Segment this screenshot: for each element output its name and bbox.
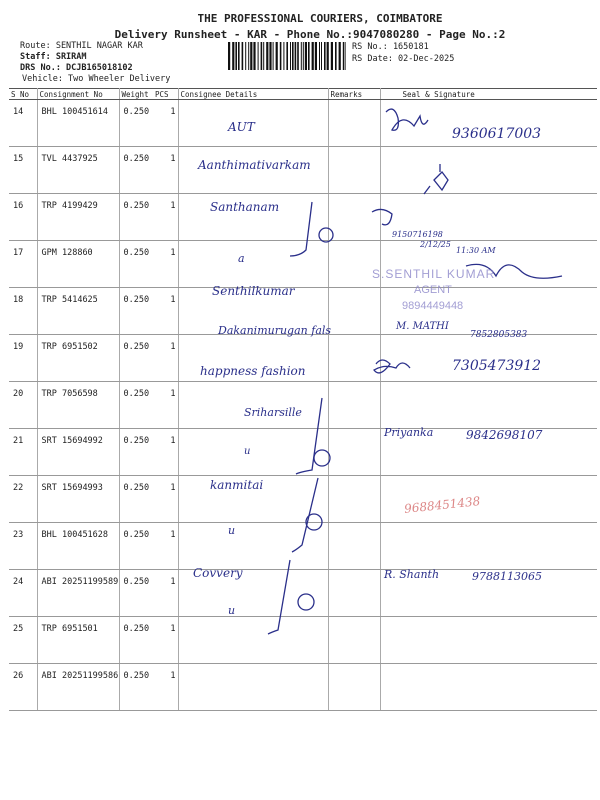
col-header-consignee: Consignee Details — [178, 89, 328, 100]
hw-sign-24-phone: 9688451438 — [403, 494, 481, 516]
row-pcs: 1 — [153, 523, 178, 570]
row-consignment: TRP 7056598 — [37, 382, 119, 429]
hw-consignee-20: happness fashion — [200, 364, 306, 378]
bracket-mark-21 — [296, 398, 322, 474]
signature-scribble-14 — [386, 109, 428, 130]
hw-consignee-23: kanmitai — [210, 478, 264, 492]
row-consignment: ABI 20251199586 — [37, 664, 119, 711]
drs-number: DRS No.: DCJB165018102 — [20, 63, 133, 73]
row-pcs: 1 — [153, 335, 178, 382]
hw-consignee-21: Sriharsille — [244, 406, 302, 419]
company-title: THE PROFESSIONAL COURIERS, COIMBATORE — [197, 12, 443, 25]
row-sno: 15 — [9, 147, 37, 194]
hw-consignee-22: u — [244, 446, 251, 457]
row-consignment: TRP 6951501 — [37, 617, 119, 664]
row-weight: 0.250 — [119, 288, 153, 335]
row-weight: 0.250 — [119, 241, 153, 288]
hw-consignee-16: Santhanam — [210, 200, 280, 214]
hw-consignee-14: AUT — [228, 120, 255, 134]
stamp-role: AGENT — [414, 284, 452, 296]
stamp-name: S.SENTHIL KUMAR — [372, 267, 496, 281]
row-weight: 0.250 — [119, 147, 153, 194]
row-consignment: BHL 100451628 — [37, 523, 119, 570]
col-header-sno: S No — [9, 89, 37, 100]
route-label: Route: SENTHIL NAGAR KAR — [20, 41, 143, 51]
hw-sign-22-phone: 9842698107 — [466, 428, 543, 442]
row-pcs: 1 — [153, 570, 178, 617]
row-sno: 19 — [9, 335, 37, 382]
row-weight: 0.250 — [119, 100, 153, 147]
row-weight: 0.250 — [119, 382, 153, 429]
row-consignment: ABI 20251199589 — [37, 570, 119, 617]
row-pcs: 1 — [153, 194, 178, 241]
row-sno: 26 — [9, 664, 37, 711]
row-sno: 16 — [9, 194, 37, 241]
signature-scribble-17 — [372, 209, 392, 224]
row-weight: 0.250 — [119, 335, 153, 382]
row-pcs: 1 — [153, 617, 178, 664]
row-sno: 21 — [9, 429, 37, 476]
row-sno: 25 — [9, 617, 37, 664]
rs-number: RS No.: 1650181 — [352, 42, 429, 52]
circled-mark-22 — [314, 450, 330, 466]
hw-sign-20-phone: 7305473912 — [452, 358, 542, 374]
row-pcs: 1 — [153, 664, 178, 711]
row-sno: 17 — [9, 241, 37, 288]
hw-consignee-15: Aanthimativarkam — [198, 158, 311, 172]
col-header-signature: Seal & Signature — [380, 89, 597, 100]
row-pcs: 1 — [153, 100, 178, 147]
row-consignment: TRP 6951502 — [37, 335, 119, 382]
row-consignment: TVL 4437925 — [37, 147, 119, 194]
row-sno: 14 — [9, 100, 37, 147]
col-header-pcs: PCS — [153, 89, 178, 100]
col-header-consignment: Consignment No — [37, 89, 119, 100]
hw-sign-22-name: Priyanka — [384, 426, 434, 439]
hw-sign-25-name: R. Shanth — [384, 568, 440, 581]
row-pcs: 1 — [153, 241, 178, 288]
row-pcs: 1 — [153, 147, 178, 194]
hw-sign-19-phone: 7852805383 — [470, 330, 528, 340]
staff-label: Staff: SRIRAM — [20, 52, 87, 62]
row-sno: 23 — [9, 523, 37, 570]
row-weight: 0.250 — [119, 617, 153, 664]
hw-sign-17-time: 11:30 AM — [456, 246, 496, 255]
hw-sign-19-name: M. MATHI — [396, 321, 449, 332]
row-weight: 0.250 — [119, 429, 153, 476]
row-consignment: TRP 5414625 — [37, 288, 119, 335]
signature-scribble-16 — [424, 164, 448, 194]
hw-sign-25-phone: 9788113065 — [472, 570, 542, 583]
col-header-remarks: Remarks — [328, 89, 380, 100]
row-weight: 0.250 — [119, 523, 153, 570]
row-sno: 22 — [9, 476, 37, 523]
hw-consignee-25: Covvery — [193, 566, 243, 580]
row-pcs: 1 — [153, 429, 178, 476]
vehicle-label: Vehicle: Two Wheeler Delivery — [22, 74, 171, 84]
hw-consignee-19: Dakanimurugan fals — [218, 324, 332, 337]
circled-mark-24 — [306, 514, 322, 530]
row-consignment: TRP 4199429 — [37, 194, 119, 241]
row-sno: 20 — [9, 382, 37, 429]
rs-date: RS Date: 02-Dec-2025 — [352, 54, 455, 64]
row-consignment: SRT 15694992 — [37, 429, 119, 476]
bracket-mark-25 — [268, 560, 290, 634]
bracket-mark-23 — [292, 478, 318, 552]
row-consignment: SRT 15694993 — [37, 476, 119, 523]
stamp-phone: 9894449448 — [402, 300, 464, 312]
runsheet-title: Delivery Runsheet - KAR - Phone No.:9047080280 - Page No.:2 — [114, 28, 506, 41]
bracket-mark-16 — [290, 202, 312, 256]
row-pcs: 1 — [153, 382, 178, 429]
row-consignment: GPM 128860 — [37, 241, 119, 288]
hw-consignee-26: u — [228, 604, 236, 617]
row-consignment: BHL 100451614 — [37, 100, 119, 147]
circled-mark-17 — [319, 228, 333, 242]
row-weight: 0.250 — [119, 476, 153, 523]
row-weight: 0.250 — [119, 570, 153, 617]
row-sno: 18 — [9, 288, 37, 335]
col-header-weight: Weight — [119, 89, 153, 100]
hw-sign-17-date: 2/12/25 — [420, 240, 451, 249]
hw-consignee-17: a — [238, 252, 245, 265]
circled-mark-26 — [298, 594, 314, 610]
row-weight: 0.250 — [119, 194, 153, 241]
row-sno: 24 — [9, 570, 37, 617]
hw-sign-14-phone: 9360617003 — [452, 126, 542, 142]
row-weight: 0.250 — [119, 664, 153, 711]
signature-scribble-20 — [374, 360, 410, 373]
hw-consignee-24: u — [228, 524, 236, 537]
row-pcs: 1 — [153, 476, 178, 523]
row-pcs: 1 — [153, 288, 178, 335]
hw-sign-17-phone: 9150716198 — [392, 230, 443, 239]
hw-consignee-18: Senthilkumar — [212, 284, 295, 298]
